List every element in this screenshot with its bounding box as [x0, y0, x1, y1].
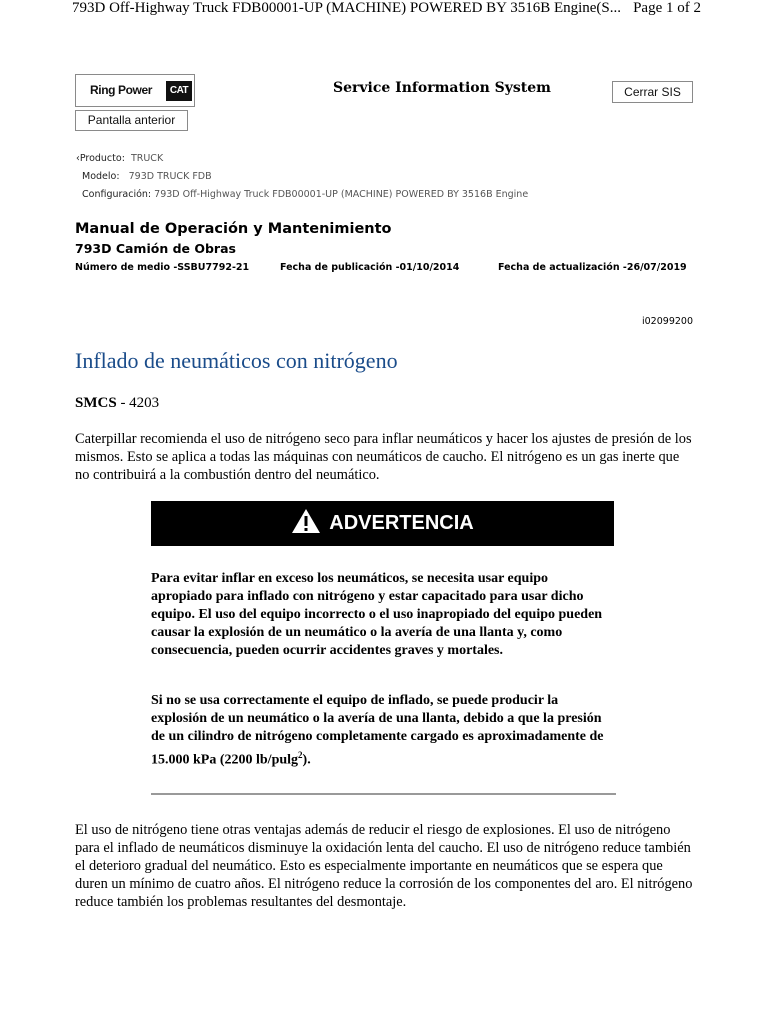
media-number: Número de medio -SSBU7792-21 [75, 262, 250, 273]
topic-title: Inflado de neumáticos con nitrógeno [75, 348, 398, 373]
model-row [82, 171, 212, 183]
warning-divider [151, 793, 616, 795]
smcs-label: SMCS [75, 395, 117, 411]
manual-subtitle: 793D Camión de Obras [75, 241, 236, 256]
dealer-name: Ring Power [90, 83, 153, 97]
manual-title: Manual de Operación y Mantenimiento [75, 221, 392, 237]
warning-p2-end: ). [302, 752, 311, 768]
cat-logo-icon: CAT [166, 81, 192, 101]
back-arrow-icon: ‹ [76, 153, 80, 164]
update-date: Fecha de actualización -26/07/2019 [498, 262, 687, 273]
config-label: Configuración: [82, 189, 152, 200]
sis-title: Service Information System [333, 80, 551, 96]
model-value: 793D TRUCK FDB [128, 171, 212, 182]
warning-paragraph-2 [151, 692, 611, 770]
configuration-row [82, 189, 528, 201]
dealer-logo [75, 74, 195, 107]
pdf-header-page: Page 1 of 2 [633, 0, 701, 16]
warning-heading: ADVERTENCIA [329, 512, 474, 534]
warning-p2-superscript: 2 [298, 750, 303, 760]
warning-triangle-icon [291, 508, 321, 534]
smcs-value: - 4203 [116, 395, 160, 411]
previous-screen-button[interactable]: Pantalla anterior [75, 110, 188, 131]
pdf-header-title: 793D Off-Highway Truck FDB00001-UP (MACHINE) POWERED BY 3516B Engine(S... [72, 0, 622, 16]
warning-banner [151, 501, 614, 546]
outro-paragraph: El uso de nitrógeno tiene otras ventajas además de reducir el riesgo de explosiones. El uso de nitrógeno para el inflado de neumáticos disminuye la oxidación lenta del caucho. El uso de nitrógeno reduce también el deterioro gradual del neumático. Esto es especialmente importante en neumáticos que se espera que duren un mínimo de cuatro años. El nitrógeno reduce la corrosión de los componentes del aro. El nitrógeno reduce también los problemas resultantes del desmontaje. [75, 822, 693, 910]
publication-date: Fecha de publicación -01/10/2014 [280, 262, 460, 273]
pdf-header [0, 0, 768, 20]
config-value: 793D Off-Highway Truck FDB00001-UP (MACHINE) POWERED BY 3516B Engine [154, 189, 529, 200]
model-label: Modelo: [82, 171, 120, 182]
document-id: i02099200 [642, 316, 693, 327]
warning-paragraph-1: Para evitar inflar en exceso los neumáticos, se necesita usar equipo apropiado para inflado con nitrógeno y estar capacitado para usar dicho equipo. El uso del equipo incorrecto o el uso inapropiado del equipo pueden causar la explosión de un neumático o la avería de una llanta y, como consecuencia, pueden ocurrir accidentes graves y mortales. [151, 571, 603, 658]
product-label: Producto: [79, 153, 125, 164]
close-sis-button[interactable]: Cerrar SIS [612, 81, 693, 103]
breadcrumb-product[interactable] [76, 153, 163, 165]
smcs-code [75, 395, 159, 412]
warning-p2-main: Si no se usa correctamente el equipo de inflado, se puede producir la explosión de un neumático o la avería de una llanta, debido a que la presión de un cilindro de nitrógeno completamente cargado es aproximadamente de 15.000 kPa (2200 lb/pulg [151, 693, 604, 768]
intro-paragraph: Caterpillar recomienda el uso de nitrógeno seco para inflar neumáticos y hacer los ajustes de presión de los mismos. Esto se aplica a todas las máquinas con neumáticos de caucho. El nitrógeno es un gas inerte que no contribuirá a la combustión dentro del neumático. [75, 431, 692, 483]
product-value: TRUCK [130, 153, 164, 164]
